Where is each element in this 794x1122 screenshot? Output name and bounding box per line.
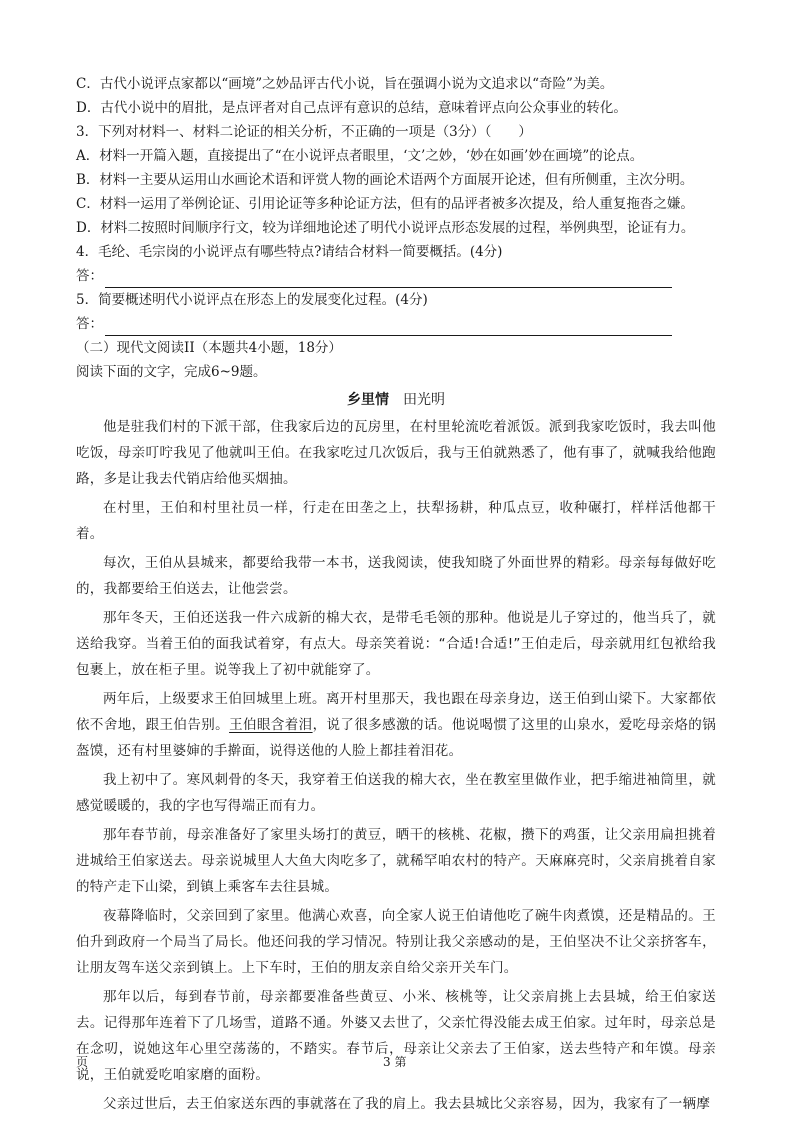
- q3-option-c: C．材料一运用了举例论证、引用论证等多种论证方法，但有的品评者被多次提及，给人重复拖沓之嫌。: [76, 196, 694, 212]
- story-paragraph: 夜幕降临时，父亲回到了家里。他满心欢喜，向全家人说王伯请他吃了碗牛肉煮馍，还是精品的。王伯升到政府一个局当了局长。他还问我的学习情况。特别让我父亲感动的是，王伯坚决不让父亲挤客车，让朋友驾车送父亲到镇上。上下车时，王伯的朋友亲自给父亲开关车门。: [76, 908, 716, 976]
- page-content: [76, 72, 716, 1120]
- section-instruction: 阅读下面的文字，完成6~9题。: [76, 364, 267, 380]
- q2-option-d: D．古代小说中的眉批，是点评者对自己点评有意识的总结，意味着评点向公众事业的转化。: [76, 100, 627, 116]
- footer-left: 页: [76, 1055, 89, 1069]
- q3-option-a: A．材料一开篇入题，直接提出了“在小说评点者眼里，‘文’之妙，‘妙在如画’妙在画境”的论点。: [76, 148, 644, 164]
- q4-answer-line: [76, 264, 716, 288]
- story-paragraph: 那年春节前，母亲准备好了家里头场打的黄豆，晒干的核桃、花椒，攒下的鸡蛋，让父亲用扁担挑着进城给王伯家送去。母亲说城里人大鱼大肉吃多了，就稀罕咱农村的特产。天麻麻亮时，父亲肩挑着自家的特产走下山梁，到镇上乘客车去往县城。: [76, 827, 716, 895]
- story-text: ，说了很多感激的话。他说喝惯了这里的山泉水，爱吃母亲烙的锅盔馍，还有村里婆婶的手擀面，说得送他的人脸上都挂着泪花。: [76, 717, 716, 759]
- q5-stem: 5．简要概述明代小说评点在形态上的发展变化过程。(4分): [76, 292, 428, 308]
- answer-label: 答：: [76, 316, 103, 332]
- q4-stem: 4．毛纶、毛宗岗的小说评点有哪些特点?请结合材料一简要概括。(4分): [76, 244, 503, 260]
- story-author: 田光明: [403, 392, 445, 408]
- underlined-phrase: 王伯眼含着泪: [229, 717, 313, 733]
- story-paragraph: 那年冬天，王伯还送我一件六成新的棉大衣，是带毛毛领的那种。他说是儿子穿过的，他当兵了，就送给我穿。当着王伯的面我试着穿，有点大。母亲笑着说：“合适!合适!”王伯走后，母亲就用红包袱给我包裹上，放在柜子里。说等我上了初中就能穿了。: [76, 610, 716, 678]
- story-text: 两年后，上级要求王伯回城里上班。离开村里那天，我也跟在母亲身边，送王伯到山梁下。大家都依依不舍地，跟王伯告别。: [76, 691, 716, 733]
- story-title-line: [76, 386, 716, 414]
- story-paragraph: 我上初中了。寒风刺骨的冬天，我穿着王伯送我的棉大衣，坐在教室里做作业，把手缩进袖筒里，就感觉暖暖的，我的字也写得端正而有力。: [76, 772, 716, 814]
- section-heading: （二）现代文阅读II（本题共4小题，18分）: [76, 340, 342, 356]
- story-paragraph: 那年以后，每到春节前，母亲都要准备些黄豆、小米、核桃等，让父亲肩挑上去县城，给王伯家送去。记得那年连着下了几场雪，道路不通。外婆又去世了，父亲忙得没能去成王伯家。过年时，母亲总是在念叨，说她这年心里空荡荡的，不踏实。春节后，母亲让父亲去了王伯家，送去些特产和年馍。母亲说，王伯就爱吃咱家磨的面粉。: [76, 989, 716, 1083]
- story-paragraph: 在村里，王伯和村里社员一样，行走在田垄之上，扶犁扬耕，种瓜点豆，收种碾打，样样活他都干着。: [76, 500, 716, 542]
- q3-stem: 3．下列对材料一、材料二论证的相关分析，不正确的一项是（3分）（ ）: [76, 124, 532, 140]
- story-paragraph: [76, 686, 716, 764]
- q5-answer-line: [76, 312, 716, 336]
- q3-option-d: D．材料二按照时间顺序行文，较为详细地论述了明代小说评点形态发展的过程，举例典型，论证有力。: [76, 220, 695, 236]
- story-paragraph: 父亲过世后，去王伯家送东西的事就落在了我的肩上。我去县城比父亲容易，因为，我家有了一辆摩: [103, 1096, 711, 1112]
- answer-label: 答：: [76, 268, 103, 284]
- answer-blank[interactable]: [105, 270, 672, 288]
- story-paragraph: 每次，王伯从县城来，都要给我带一本书，送我阅读，使我知晓了外面世界的精彩。母亲每每做好吃的，我都要给王伯送去，让他尝尝。: [76, 555, 716, 597]
- q3-option-b: B．材料一主要从运用山水画论术语和评赏人物的画论术语两个方面展开论述，但有所侧重，主次分明。: [76, 172, 694, 188]
- story-title: 乡里情: [347, 392, 389, 408]
- answer-blank[interactable]: [105, 318, 672, 336]
- story-paragraph: 他是驻我们村的下派干部，住我家后边的瓦房里，在村里轮流吃着派饭。派到我家吃饭时，我去叫他吃饭，母亲叮咛我见了他就叫王伯。在我家吃过几次饭后，我与王伯就熟悉了，他有事了，就喊我给他跑路，多是让我去代销店给他买烟抽。: [76, 419, 716, 487]
- q2-option-c: C．古代小说评点家都以“画境”之妙品评古代小说，旨在强调小说为文追求以“奇险”为美。: [76, 76, 614, 92]
- page-number: 3 第: [383, 1055, 407, 1069]
